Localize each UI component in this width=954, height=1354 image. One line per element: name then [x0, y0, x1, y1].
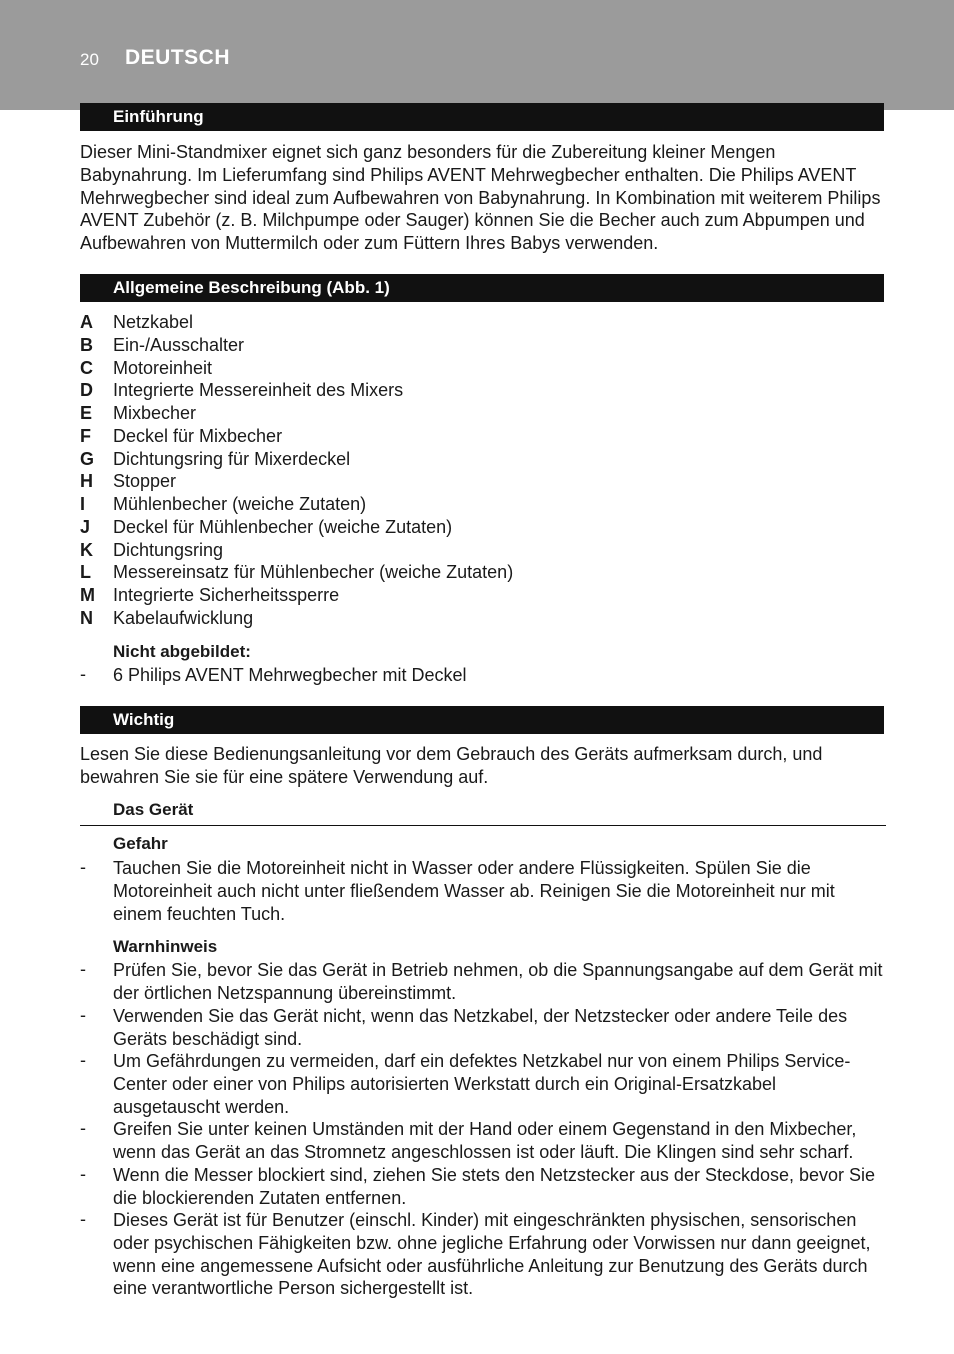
part-key: J	[80, 516, 91, 537]
section-bar-important	[80, 706, 884, 734]
language-heading: DEUTSCH	[125, 46, 231, 69]
part-key: K	[80, 539, 93, 560]
part-label: Ein-/Ausschalter	[113, 334, 245, 355]
danger-heading: Gefahr	[113, 834, 168, 853]
part-label: Dichtungsring für Mixerdeckel	[113, 448, 351, 469]
section-title-general: Allgemeine Beschreibung (Abb. 1)	[113, 278, 390, 297]
bullet-dash: -	[80, 857, 86, 877]
part-label: Deckel für Mixbecher	[113, 425, 283, 446]
bullet-dash: -	[80, 1050, 86, 1070]
device-heading: Das Gerät	[113, 800, 194, 819]
part-key: C	[80, 357, 93, 378]
part-label: Integrierte Sicherheitssperre	[113, 585, 340, 605]
bullet-dash: -	[80, 1118, 86, 1138]
bullet-dash: -	[80, 1005, 86, 1025]
part-key: B	[80, 334, 93, 355]
not-shown-item: 6 Philips AVENT Mehrwegbecher mit Deckel	[113, 665, 467, 685]
part-label: Deckel für Mühlenbecher (weiche Zutaten)	[113, 516, 453, 537]
warning-item: Verwenden Sie das Gerät nicht, wenn das Netzkabel, der Netzstecker oder andere Teile des Geräts beschädigt sind.	[113, 1006, 848, 1049]
part-key: E	[80, 403, 93, 423]
part-label: Dichtungsring	[113, 539, 224, 560]
page-number: 20	[80, 50, 99, 69]
warning-item: Prüfen Sie, bevor Sie das Gerät in Betrieb nehmen, ob die Spannungsangabe auf dem Gerät mit der örtlichen Netzspannung übereinstimmt.	[113, 960, 883, 1003]
part-key: N	[80, 607, 93, 628]
part-key: F	[80, 425, 91, 446]
bullet-dash: -	[80, 1164, 86, 1184]
not-shown-heading: Nicht abgebildet:	[113, 642, 251, 661]
warning-item: Um Gefährdungen zu vermeiden, darf ein defektes Netzkabel nur von einem Philips Service-Center oder einer von Philips autorisierten Werkstatt durch ein Original-Ersatzkabel ausgetauscht werden.	[113, 1051, 851, 1117]
part-label: Motoreinheit	[113, 357, 213, 378]
bullet-dash: -	[80, 959, 86, 979]
warning-item: Dieses Gerät ist für Benutzer (einschl. Kinder) mit eingeschränkten physischen, sensorischen oder psychischen Fähigkeiten bzw. ohne jegliche Erfahrung oder Vorwissen nur dann geeignet, wenn eine angemessene Aufsicht oder ausführliche Anleitung zur Benutzung des Geräts durch eine verantwortliche Person sichergestellt ist.	[113, 1210, 871, 1299]
part-key: M	[80, 585, 95, 605]
part-key: A	[80, 312, 93, 332]
intro-paragraph: Dieser Mini-Standmixer eignet sich ganz besonders für die Zubereitung kleiner Mengen Babynahrung. Im Lieferumfang sind Philips AVENT Mehrwegbecher enthalten. Die Philips AVENT Mehrwegbecher sind ideal zum Aufbewahren von Babynahrung. In Kombination mit weiterem Philips AVENT Zubehör (z. B. Milchpumpe oder Sauger) können Sie die Becher auch zum Abpumpen und Aufbewahren von Muttermilch oder zum Füttern Ihres Babys verwenden.	[80, 142, 881, 254]
section-title-intro: Einführung	[113, 107, 204, 126]
part-label: Mixbecher	[113, 403, 197, 423]
part-label: Stopper	[113, 471, 177, 492]
part-key: G	[80, 448, 95, 469]
part-key: H	[80, 471, 93, 492]
bullet-dash: -	[80, 1209, 86, 1229]
part-label: Mühlenbecher (weiche Zutaten)	[113, 494, 367, 514]
part-label: Netzkabel	[113, 312, 194, 332]
danger-item: Tauchen Sie die Motoreinheit nicht in Wasser oder andere Flüssigkeiten. Spülen Sie die Motoreinheit auch nicht unter fließendem Wasser ab. Reinigen Sie die Motoreinheit nur mit einem feuchten Tuch.	[113, 858, 835, 924]
part-key: D	[80, 380, 93, 401]
warning-item: Greifen Sie unter keinen Umständen mit der Hand oder einem Gegenstand in den Mixbecher, wenn das Gerät an das Stromnetz angeschlossen ist oder läuft. Die Klingen sind sehr scharf.	[113, 1119, 857, 1162]
bullet-dash: -	[80, 664, 86, 684]
part-label: Integrierte Messereinheit des Mixers	[113, 380, 404, 401]
section-bar-general	[80, 274, 884, 302]
part-key: I	[80, 494, 86, 514]
section-bar-intro	[80, 103, 884, 131]
important-paragraph: Lesen Sie diese Bedienungsanleitung vor dem Gebrauch des Geräts aufmerksam durch, und bewahren Sie sie für eine spätere Verwendung auf.	[80, 744, 823, 787]
section-rule	[80, 825, 886, 826]
warning-item: Wenn die Messer blockiert sind, ziehen Sie stets den Netzstecker aus der Steckdose, bevor Sie die blockierenden Zutaten entfernen.	[113, 1165, 876, 1208]
warning-heading: Warnhinweis	[113, 937, 218, 956]
part-key: L	[80, 562, 91, 583]
part-label: Messereinsatz für Mühlenbecher (weiche Zutaten)	[113, 562, 514, 583]
section-title-important: Wichtig	[113, 710, 175, 729]
part-label: Kabelaufwicklung	[113, 607, 254, 628]
